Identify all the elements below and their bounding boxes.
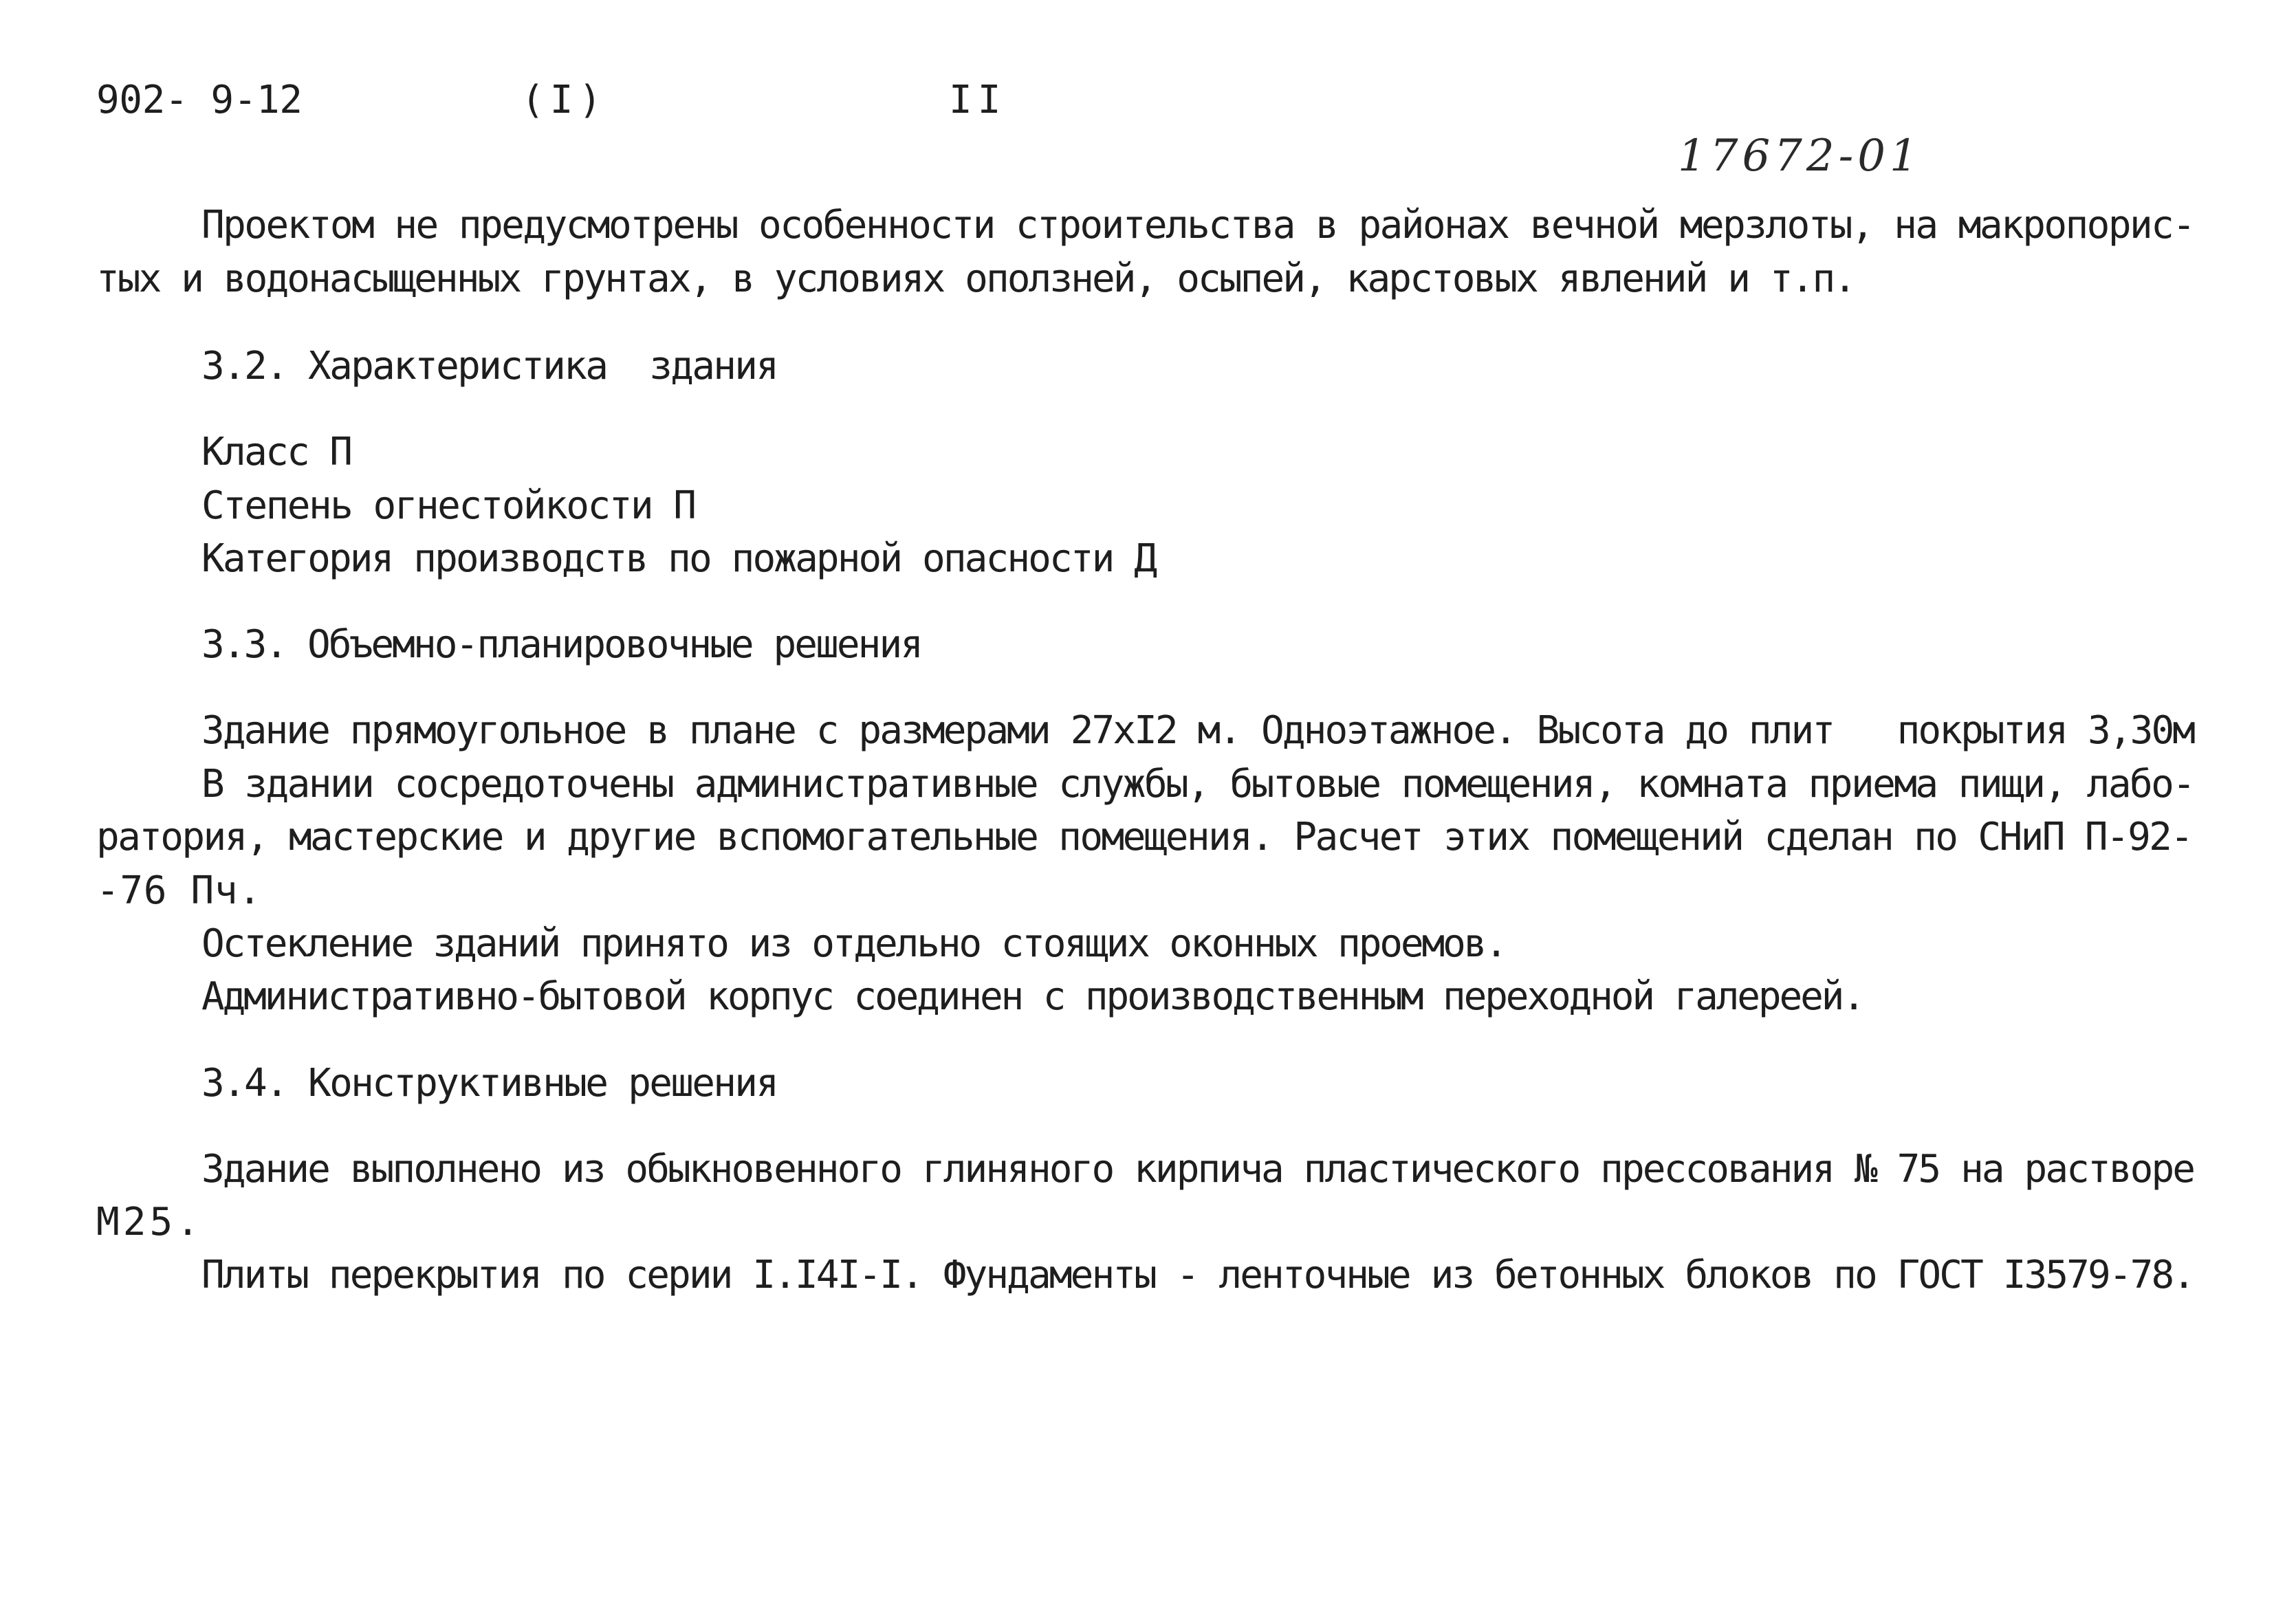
section-3-3-line: Административно-бытовой корпус соединен с производственным переходной галереей.	[201, 974, 1863, 1019]
document-code: 902- 9-12	[96, 78, 303, 122]
section-3-3-line: -76 Пч.	[96, 868, 262, 913]
handwritten-number: 17672-01	[1678, 131, 1922, 182]
building-class: Класс П	[201, 430, 351, 474]
section-3-3-line: ратория, мастерские и другие вспомогательные помещения. Расчет этих помещений сделан по СНиП П-92-	[96, 815, 2192, 859]
section-3-2-heading: 3.2. Характеристика здания	[201, 344, 778, 388]
section-3-4-line: Здание выполнено из обыкновенного глиняного кирпича пластического прессования № 75 на растворе	[201, 1147, 2194, 1192]
part-marker: (I)	[521, 78, 608, 122]
intro-line-2: тых и водонасыщенных грунтах, в условиях оползней, осыпей, карстовых явлений и т.п.	[96, 256, 1855, 301]
page-number: II	[949, 78, 1007, 122]
section-3-3-line: В здании сосредоточены административные службы, бытовые помещения, комната приема пищи, лабо-	[201, 762, 2194, 806]
fire-hazard-category: Категория производств по пожарной опасности Д	[201, 536, 1156, 581]
section-3-4-line: М25.	[96, 1200, 204, 1244]
fire-resistance-degree: Степень огнестойкости П	[201, 483, 695, 528]
section-3-3-line: Здание прямоугольное в плане с размерами 27хI2 м. Одноэтажное. Высота до плит покрытия 3,30м	[201, 708, 2194, 753]
section-3-3-line: Остекление зданий принято из отдельно стоящих оконных проемов.	[201, 921, 1506, 966]
intro-line-1: Проектом не предусмотрены особенности строительства в районах вечной мерзлоты, на макропорис-	[201, 203, 2194, 248]
section-3-4-heading: 3.4. Конструктивные решения	[201, 1061, 778, 1106]
section-3-4-line: Плиты перекрытия по серии I.I4I-I. Фундаменты - ленточные из бетонных блоков по ГОСТ I3579-78.	[201, 1253, 2194, 1297]
section-3-3-heading: 3.3. Объемно-планировочные решения	[201, 622, 922, 667]
